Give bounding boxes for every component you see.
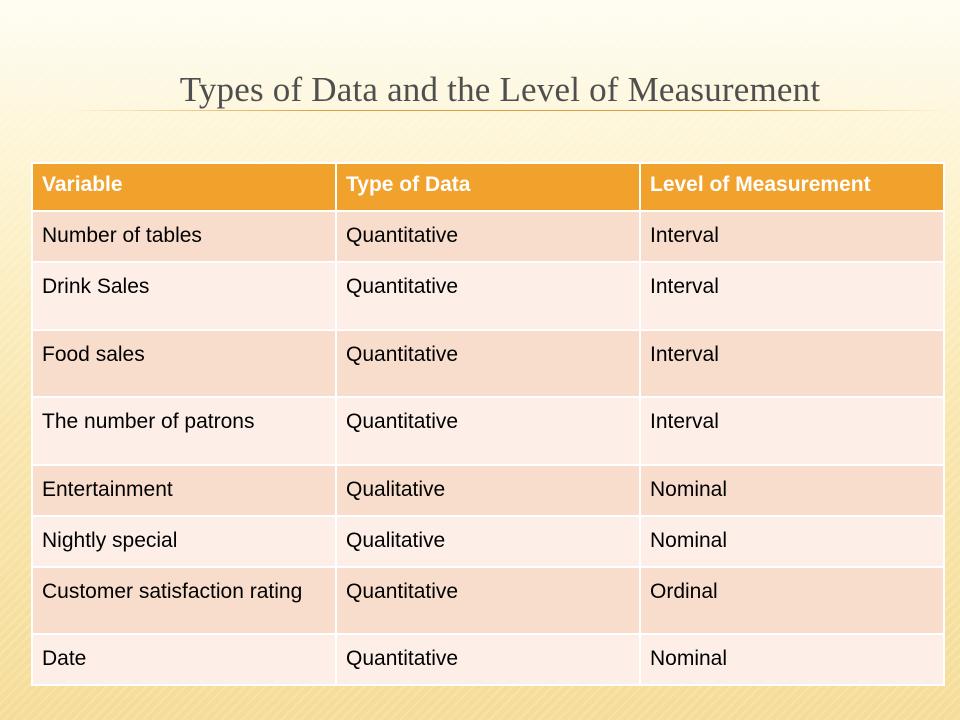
table-row <box>32 465 944 516</box>
cell-type-of-data: Quantitative <box>336 211 640 262</box>
cell-variable: Customer satisfaction rating <box>32 567 336 634</box>
header-cell-level-of-measurement: Level of Measurement <box>640 163 944 211</box>
cell-variable: Drink Sales <box>32 262 336 330</box>
cell-level-of-measurement: Interval <box>640 330 944 397</box>
cell-type-of-data: Quantitative <box>336 397 640 465</box>
header-cell-variable: Variable <box>32 163 336 211</box>
cell-type-of-data: Quantitative <box>336 567 640 634</box>
header-cell-type-of-data: Type of Data <box>336 163 640 211</box>
table-row <box>32 211 944 262</box>
cell-variable: Date <box>32 634 336 685</box>
cell-type-of-data: Qualitative <box>336 465 640 516</box>
table-row <box>32 330 944 397</box>
cell-level-of-measurement: Interval <box>640 211 944 262</box>
table-row <box>32 567 944 634</box>
header-row <box>32 163 944 211</box>
table-row <box>32 516 944 567</box>
cell-variable: Nightly special <box>32 516 336 567</box>
title-underline <box>60 110 950 111</box>
slide-title: Types of Data and the Level of Measurement <box>179 70 821 109</box>
cell-level-of-measurement: Interval <box>640 262 944 330</box>
cell-variable: The number of patrons <box>32 397 336 465</box>
cell-level-of-measurement: Nominal <box>640 634 944 685</box>
table-row <box>32 262 944 330</box>
table-header <box>32 163 944 211</box>
cell-type-of-data: Qualitative <box>336 516 640 567</box>
table-row <box>32 634 944 685</box>
table-row <box>32 397 944 465</box>
cell-level-of-measurement: Ordinal <box>640 567 944 634</box>
table-body <box>32 211 944 685</box>
cell-type-of-data: Quantitative <box>336 634 640 685</box>
cell-variable: Number of tables <box>32 211 336 262</box>
cell-variable: Entertainment <box>32 465 336 516</box>
cell-level-of-measurement: Interval <box>640 397 944 465</box>
cell-variable: Food sales <box>32 330 336 397</box>
cell-level-of-measurement: Nominal <box>640 516 944 567</box>
data-table <box>31 162 945 686</box>
cell-type-of-data: Quantitative <box>336 330 640 397</box>
cell-level-of-measurement: Nominal <box>640 465 944 516</box>
cell-type-of-data: Quantitative <box>336 262 640 330</box>
